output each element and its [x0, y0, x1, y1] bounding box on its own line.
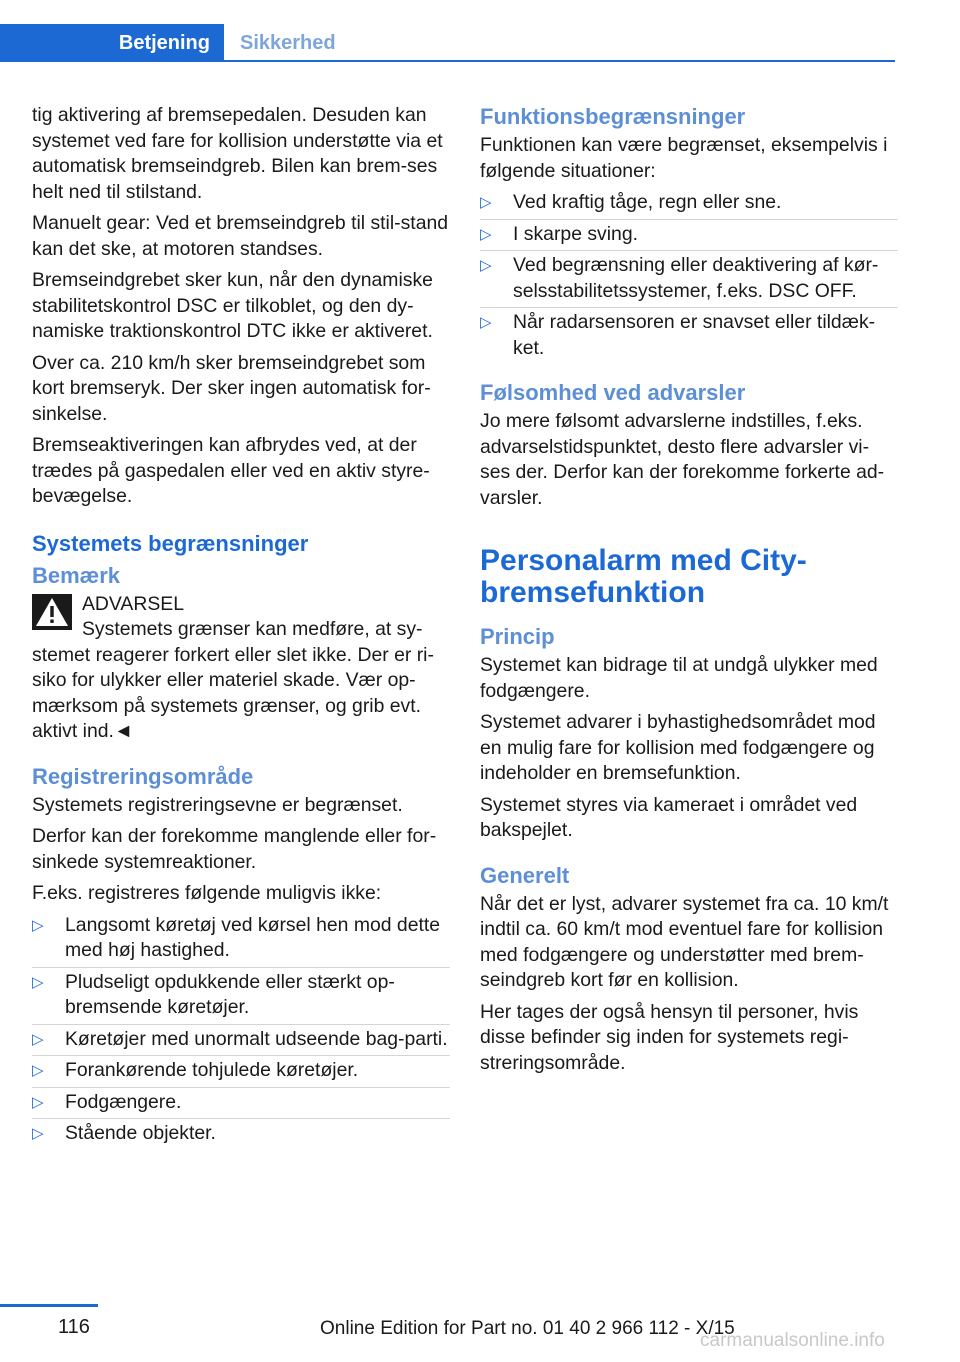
paragraph: Her tages der også hensyn til personer, hvis disse befinder sig inden for systemets regi-streringsområde.: [480, 1000, 859, 1074]
bullet-icon: ▷: [32, 973, 44, 991]
left-column: [32, 103, 450, 1153]
bullet-icon: ▷: [32, 1093, 44, 1111]
subheading-function-limits: Funktionsbegrænsninger: [480, 104, 746, 129]
list-item: ▷ Stående objekter.: [32, 1121, 450, 1147]
list-item: ▷ Køretøjer med unormalt udseende bag-parti.: [32, 1027, 450, 1053]
subheading-princip: Princip: [480, 624, 555, 649]
paragraph: Systemet styres via kameraet i området ved bakspejlet.: [480, 793, 858, 841]
list-item: ▷ Forankørende tohjulede køretøjer.: [32, 1058, 450, 1084]
subheading-sensitivity: Følsomhed ved advarsler: [480, 380, 746, 405]
function-list: [480, 190, 898, 361]
bullet-icon: ▷: [32, 1125, 44, 1142]
list-item: ▷ Langsomt køretøj ved kørsel hen mod dette med høj hastighed.: [32, 913, 450, 964]
bullet-icon: ▷: [480, 257, 492, 274]
edition-text: Online Edition for Part no. 01 40 2 966 112 - X/15: [320, 1318, 735, 1339]
page-number: 116: [58, 1316, 90, 1338]
paragraph: F.eks. registreres følgende muligvis ikke:: [32, 882, 382, 904]
right-column: [480, 103, 898, 1082]
paragraph: Manuelt gear: Ved et bremseindgreb til stil-stand kan det ske, at motoren standses.: [32, 212, 449, 260]
limit-list: [32, 913, 450, 1147]
main-heading-personalarm: Personalarm med City-bremsefunktion: [480, 544, 807, 609]
paragraph: Jo mere følsomt advarslerne indstilles, f.eks. advarselstidspunktet, desto flere advarsler vi-ses der. Derfor kan der forekomme forkerte ad-varsler.: [480, 410, 885, 509]
watermark: carmanualsonline.info: [700, 1330, 885, 1351]
bullet-icon: ▷: [32, 916, 44, 934]
list-item: ▷ I skarpe sving.: [480, 222, 898, 248]
list-item: ▷ Ved kraftig tåge, regn eller sne.: [480, 190, 898, 216]
tab-sikkerhed[interactable]: Sikkerhed: [240, 31, 336, 54]
bullet-icon: ▷: [32, 1062, 44, 1079]
bullet-icon: ▷: [32, 1030, 44, 1048]
paragraph: Når det er lyst, advarer systemet fra ca. 10 km/t indtil ca. 60 km/t mod eventuel fare for kollision med fodgængere og understøtter med brem-seindgreb kort før en kollision.: [480, 892, 889, 991]
subheading-area: Registreringsområde: [32, 763, 254, 789]
warning-body: Systemets grænser kan medføre, at sy-stemet reagerer forkert eller slet ikke. Der er ri-siko for ulykker eller materiel skade. Vær op-mærksom på systemets grænser, og grib evt. aktivt ind.◄: [32, 618, 434, 742]
list-item: ▷ Fodgængere.: [32, 1090, 450, 1116]
warning-triangle-icon: [32, 594, 72, 630]
bullet-icon: ▷: [480, 314, 492, 331]
tab-betjening[interactable]: Betjening: [0, 24, 224, 62]
header-bar: [0, 24, 895, 62]
footer-rule: [0, 1304, 98, 1307]
warning-box: [32, 592, 450, 745]
paragraph: Systemet advarer i byhastighedsområdet mod en mulig fare for kollision med fodgængere og indeholder en bremsefunktion.: [480, 711, 876, 784]
subheading-general: Generelt: [480, 862, 570, 888]
warning-title: ADVARSEL: [82, 592, 185, 615]
list-item: ▷ Når radarsensoren er snavset eller tildæk-ket.: [480, 311, 876, 359]
paragraph: tig aktivering af bremsepedalen. Desuden kan systemet ved fare for kollision understøtte via et automatisk bremseindgreb. Bilen kan brem-ses helt ned til stilstand.: [32, 104, 443, 203]
paragraph: Bremseindgrebet sker kun, når den dynamiske stabilitetskontrol DSC er tilkoblet, og den dy-namiske traktionskontrol DTC ikke er aktiveret.: [32, 269, 433, 342]
bullet-icon: ▷: [480, 225, 492, 243]
list-item: ▷ Ved begrænsning eller deaktivering af kør-selsstabilitetssystemer, f.eks. DSC OFF.: [480, 253, 898, 304]
paragraph: Systemets registreringsevne er begrænset.: [32, 793, 403, 816]
paragraph: Over ca. 210 km/h sker bremseindgrebet som kort bremseryk. Der sker ingen automatisk for-sinkelse.: [32, 351, 431, 425]
paragraph: Systemet kan bidrage til at undgå ulykker med fodgængere.: [480, 654, 878, 702]
paragraph: Derfor kan der forekomme manglende eller for-sinkede systemreaktioner.: [32, 825, 437, 873]
paragraph: Funktionen kan være begrænset, eksempelvis i følgende situationer:: [480, 134, 888, 182]
list-item: ▷ Pludseligt opdukkende eller stærkt op-bremsende køretøjer.: [32, 970, 450, 1021]
paragraph: Bremseaktiveringen kan afbrydes ved, at der trædes på gaspedalen eller ved en aktiv styre-bevægelse.: [32, 434, 430, 507]
section-heading-limits: Systemets begrænsninger: [32, 530, 309, 556]
bullet-icon: ▷: [480, 194, 492, 211]
subheading-note: Bemærk: [32, 562, 121, 588]
